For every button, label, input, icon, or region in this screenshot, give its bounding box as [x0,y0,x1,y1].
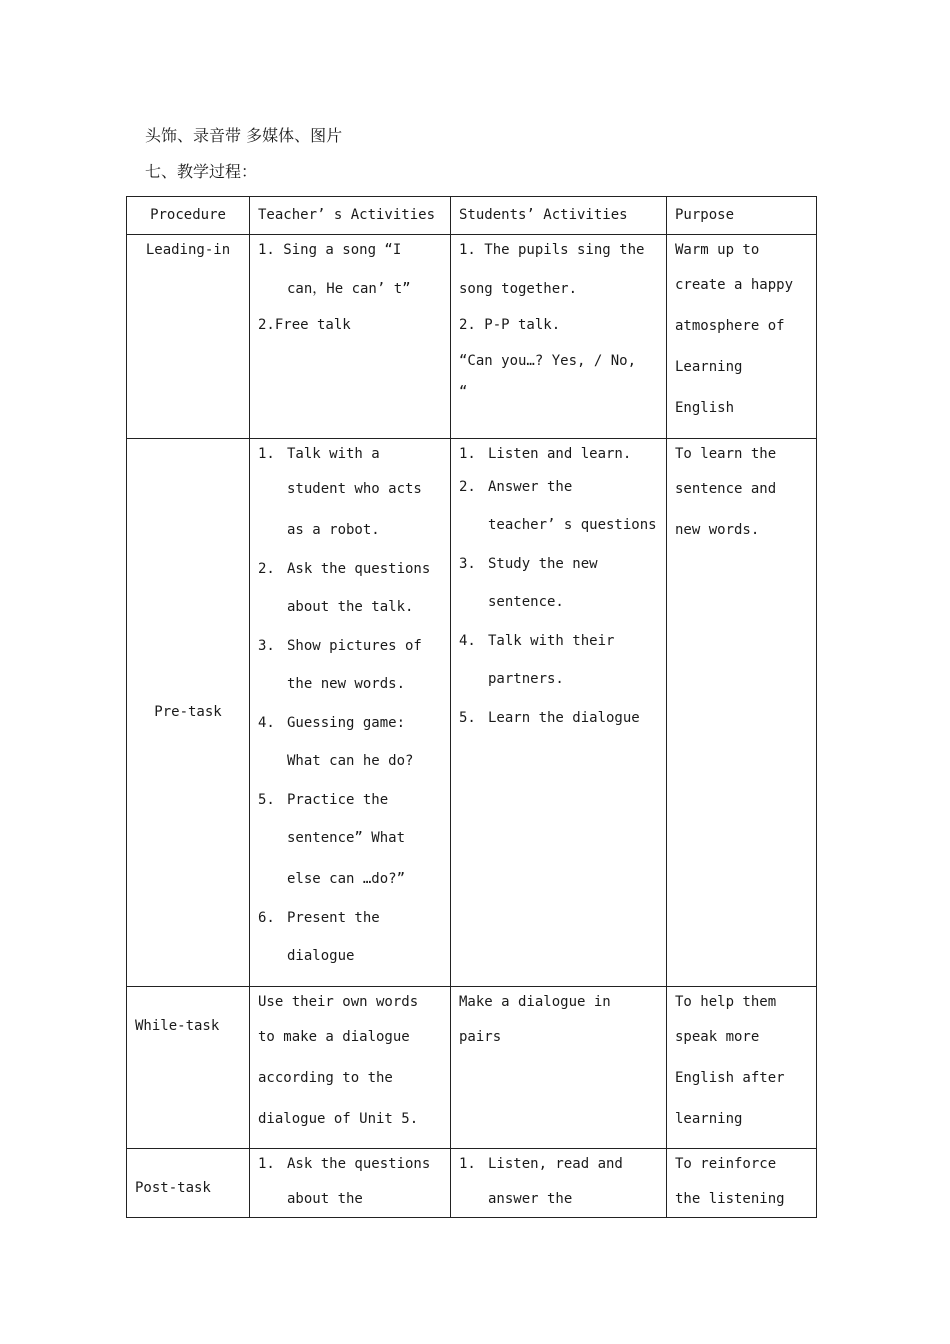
item-number: 5. [459,710,476,726]
item-text: student who acts [287,481,422,497]
list-item [258,900,442,977]
item-text: about the talk. [287,599,414,615]
procedure-cell: Leading-in [127,235,250,439]
list-item [258,628,442,705]
list-item [258,705,442,782]
item-text: sentence” What [287,830,406,846]
item-text: Talk with a [287,446,380,462]
teacher-cell [250,235,451,439]
item-number: 1. [459,446,476,462]
cell-line: “Can you…? Yes, / No, [459,353,637,369]
procedure-cell: Pre-task [127,439,250,987]
item-number: 1. [258,446,275,462]
cell-line: can，He can’ t” [287,281,411,297]
header-purpose: Purpose [667,197,817,235]
teacher-cell [250,987,451,1149]
purpose-cell [667,1149,817,1218]
item-text: Listen, read and [488,1156,623,1172]
list-item [258,439,442,551]
header-students-activities: Students’ Activities [451,197,667,235]
item-text: answer the [488,1191,573,1207]
cell-line: 1. Sing a song “I [258,242,402,258]
cell-line: dialogue of Unit 5. [258,1111,419,1127]
purpose-cell [667,439,817,987]
materials-line: 头饰、录音带 多媒体、图片 [145,126,343,145]
section-heading: 七、教学过程： [145,162,258,181]
item-text: Study the new [488,556,598,572]
item-number: 5. [258,792,275,808]
item-text: partners. [488,671,564,687]
students-cell [451,987,667,1149]
cell-line: Make a dialogue in [459,994,611,1010]
cell-line: new words. [675,522,760,538]
cell-line: Learning [675,359,743,375]
table-row [127,235,817,439]
teacher-cell [250,439,451,987]
list-item [459,623,658,700]
item-text: about the [287,1191,363,1207]
item-number: 2. [459,479,476,495]
item-text: sentence. [488,594,564,610]
cell-line: Warm up to [675,242,760,258]
item-text: Guessing game: [287,715,406,731]
item-text: the new words. [287,676,406,692]
cell-line: to make a dialogue [258,1029,410,1045]
cell-line: Use their own words [258,994,419,1010]
list-item [258,551,442,628]
cell-line: 1. The pupils sing the [459,242,645,258]
list-item [459,700,658,736]
purpose-cell [667,235,817,439]
students-cell [451,1149,667,1218]
students-cell [451,439,667,987]
item-text: teacher’ s questions [488,517,657,533]
cell-line: song together. [459,281,578,297]
cell-line: atmosphere of [675,318,785,334]
teacher-cell [250,1149,451,1218]
item-number: 4. [459,633,476,649]
procedure-cell: Post-task [127,1149,250,1218]
header-teacher-activities: Teacher’ s Activities [250,197,451,235]
item-text: Listen and learn. [488,446,632,462]
item-text: else can …do?” [287,871,406,887]
item-text: Ask the questions [287,1156,431,1172]
item-text: Talk with their [488,633,615,649]
teaching-procedure-table [126,196,817,1218]
cell-line: “ [459,384,468,400]
cell-line: To learn the [675,446,777,462]
cell-line: learning [675,1111,743,1127]
list-item [459,439,658,467]
cell-line: English [675,400,735,416]
item-number: 3. [459,556,476,572]
cell-line: create a happy [675,277,794,293]
cell-line: pairs [459,1029,502,1045]
item-text: Learn the dialogue [488,710,640,726]
cell-line: the listening [675,1191,785,1207]
item-text: Ask the questions [287,561,431,577]
cell-line: To reinforce [675,1156,777,1172]
table-header-row [127,197,817,235]
item-number: 1. [459,1156,476,1172]
table-row [127,987,817,1149]
students-cell [451,235,667,439]
table-row [127,1149,817,1218]
purpose-cell [667,987,817,1149]
item-number: 4. [258,715,275,731]
cell-line: 2. P-P talk. [459,317,561,333]
procedure-cell: While-task [127,987,250,1149]
item-number: 1. [258,1156,275,1172]
item-number: 6. [258,910,275,926]
item-text: Show pictures of [287,638,422,654]
list-item [459,546,658,623]
item-number: 3. [258,638,275,654]
item-number: 2. [258,561,275,577]
item-text: What can he do? [287,753,414,769]
list-item [459,1149,658,1217]
item-text: Answer the [488,479,573,495]
cell-line: 2.Free talk [258,317,351,333]
table-row [127,439,817,987]
cell-line: sentence and [675,481,777,497]
list-item [258,1149,442,1217]
header-procedure: Procedure [127,197,250,235]
item-text: Practice the [287,792,389,808]
cell-line: according to the [258,1070,393,1086]
cell-line: To help them [675,994,777,1010]
cell-line: speak more [675,1029,760,1045]
item-text: Present the [287,910,380,926]
list-item [459,467,658,546]
item-text: dialogue [287,948,355,964]
item-text: as a robot. [287,522,380,538]
cell-line: English after [675,1070,785,1086]
list-item [258,782,442,900]
